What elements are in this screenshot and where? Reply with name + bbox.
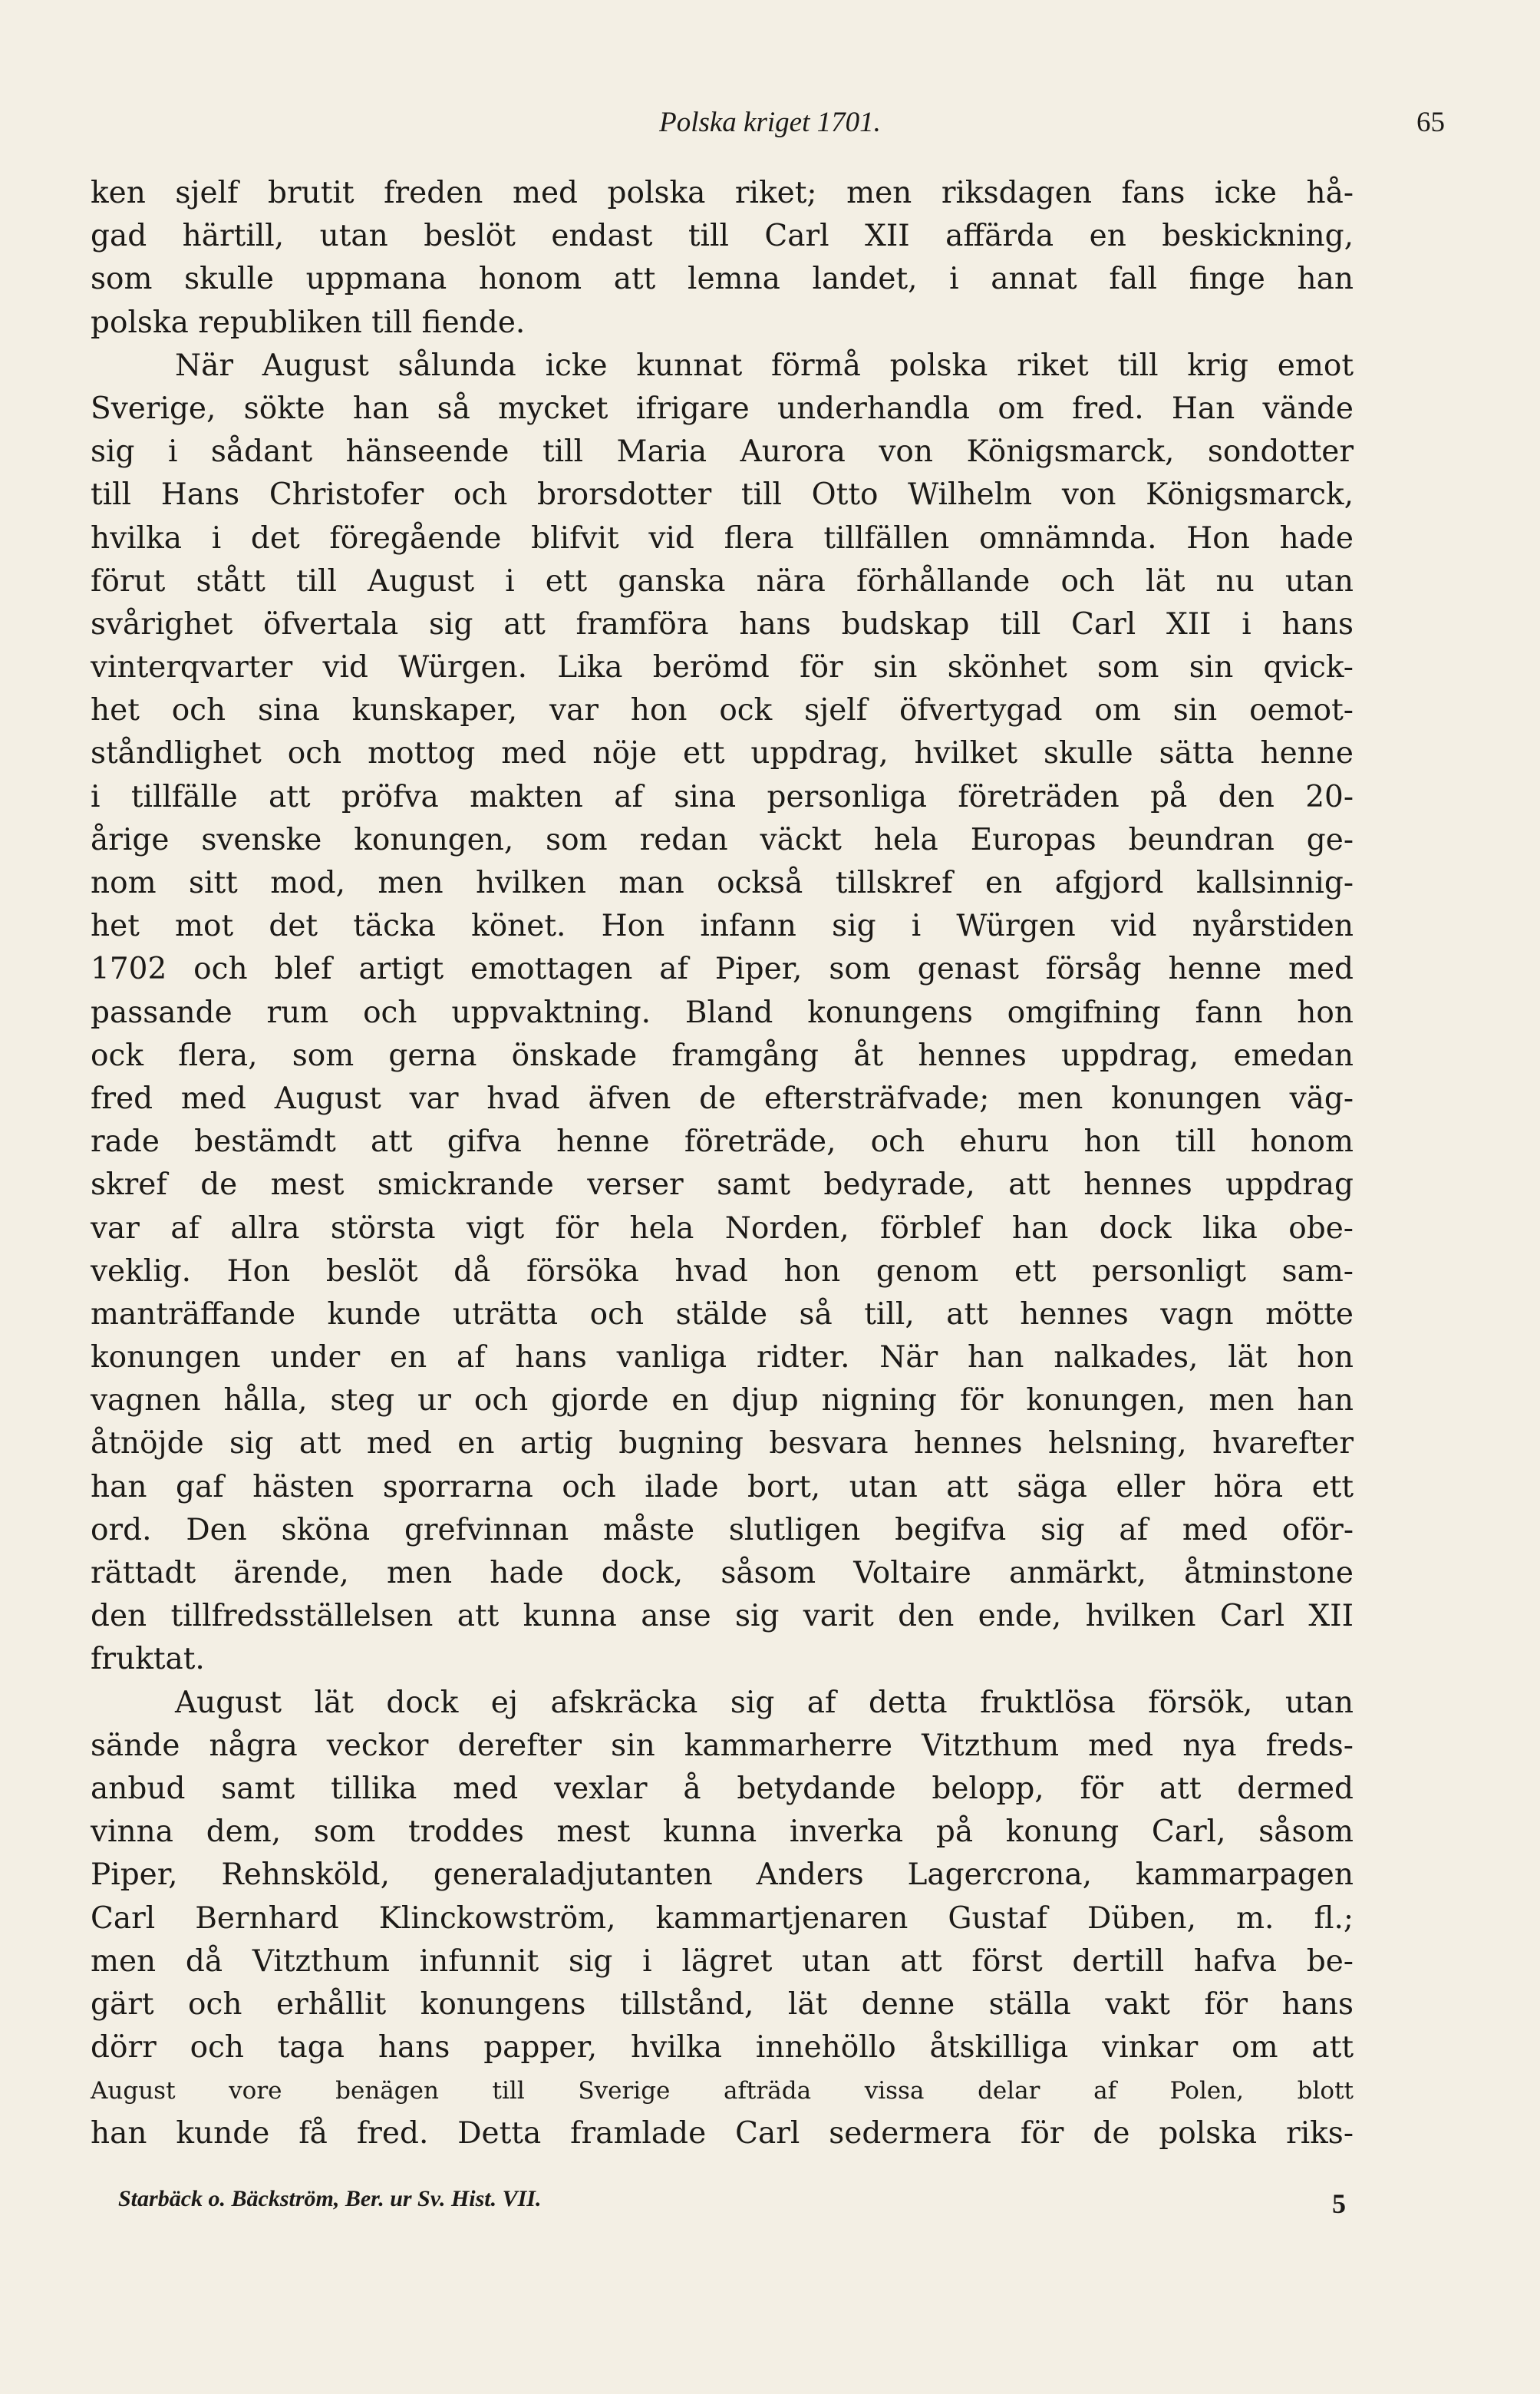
- body-text: [91, 172, 1354, 2156]
- text-line: men då Vitzthum infunnit sig i lägret utan att först dertill hafva be-: [91, 1943, 1354, 1979]
- text-line: skref de mest smickrande verser samt bedyrade, att hennes uppdrag: [91, 1167, 1354, 1203]
- text-line: ståndlighet och mottog med nöje ett uppdrag, hvilket skulle sätta henne: [91, 736, 1354, 771]
- text-line: manträffande kunde uträtta och stälde så till, att hennes vagn mötte: [91, 1296, 1354, 1332]
- signature-mark: 5: [1332, 2188, 1346, 2219]
- text-line: Piper, Rehnsköld, generaladjutanten Anders Lagercrona, kammarpagen: [91, 1857, 1354, 1893]
- footer-source-citation: Starbäck o. Bäckström, Ber. ur Sv. Hist. VII.: [118, 2186, 542, 2211]
- text-line: sig i sådant hänseende till Maria Aurora von Königsmarck, sondotter: [91, 434, 1354, 470]
- text-line: vinna dem, som troddes mest kunna inverka på konung Carl, såsom: [91, 1814, 1354, 1850]
- text-line: August vore benägen till Sverige afträda vissa delar af Polen, blott: [91, 2077, 1354, 2105]
- text-line: ken sjelf brutit freden med polska riket; men riksdagen fans icke hå-: [91, 176, 1354, 210]
- text-line: När August sålunda icke kunnat förmå polska riket till krig emot: [175, 348, 1354, 383]
- text-line: vinterqvarter vid Würgen. Lika berömd för sin skönhet som sin qvick-: [91, 650, 1354, 685]
- running-head: [91, 98, 1449, 147]
- page-number: 65: [1416, 107, 1445, 138]
- text-line: i tillfälle att pröfva makten af sina personliga företräden på den 20-: [91, 779, 1354, 814]
- text-line: passande rum och uppvaktning. Bland konungens omgifning fann hon: [91, 995, 1354, 1030]
- text-line: anbud samt tillika med vexlar å betydande belopp, för att dermed: [91, 1771, 1354, 1806]
- text-line: sände några veckor derefter sin kammarherre Vitzthum med nya freds-: [91, 1728, 1354, 1763]
- running-title: Polska kriget 1701.: [659, 107, 881, 138]
- text-line: åtnöjde sig att med en artig bugning besvara hennes helsning, hvarefter: [91, 1426, 1354, 1461]
- text-line: Carl Bernhard Klinckowström, kammartjenaren Gustaf Düben, m. fl.;: [91, 1900, 1354, 1936]
- text-line: Sverige, sökte han så mycket ifrigare underhandla om fred. Han vände: [91, 391, 1354, 426]
- text-line: han kunde få fred. Detta framlade Carl sedermera för de polska riks-: [91, 2116, 1354, 2151]
- text-line: fred med August var hvad äfven de eftersträfvade; men konungen väg-: [91, 1081, 1354, 1116]
- text-line: ock flera, som gerna önskade framgång åt hennes uppdrag, emedan: [91, 1038, 1354, 1073]
- text-line: ord. Den sköna grefvinnan måste slutligen begifva sig af med oför-: [91, 1512, 1354, 1547]
- text-line: het och sina kunskaper, var hon ock sjelf öfvertygad om sin oemot-: [91, 693, 1354, 728]
- text-line: gad härtill, utan beslöt endast till Carl XII affärda en beskickning,: [91, 219, 1354, 254]
- text-line: 1702 och blef artigt emottagen af Piper, som genast försåg henne med: [91, 952, 1354, 987]
- text-line: till Hans Christofer och brorsdotter till Otto Wilhelm von Königsmarck,: [91, 477, 1354, 513]
- text-line: August lät dock ej afskräcka sig af detta fruktlösa försök, utan: [175, 1685, 1354, 1720]
- text-line: rättadt ärende, men hade dock, såsom Voltaire anmärkt, åtminstone: [91, 1556, 1354, 1590]
- text-line: som skulle uppmana honom att lemna landet, i annat fall finge han: [91, 262, 1354, 297]
- text-line: nom sitt mod, men hvilken man också tillskref en afgjord kallsinnig-: [91, 866, 1354, 900]
- text-line: fruktat.: [91, 1642, 205, 1677]
- text-line: konungen under en af hans vanliga ridter. När han nalkades, lät hon: [91, 1340, 1354, 1375]
- text-line: veklig. Hon beslöt då försöka hvad hon genom ett personligt sam-: [91, 1253, 1354, 1289]
- text-line: svårighet öfvertala sig att framföra hans budskap till Carl XII i hans: [91, 606, 1354, 642]
- page-footer: [91, 2176, 1354, 2222]
- text-line: hvilka i det föregående blifvit vid flera tillfällen omnämnda. Hon hade: [91, 520, 1354, 556]
- text-line: årige svenske konungen, som redan väckt hela Europas beundran ge-: [91, 822, 1354, 857]
- text-line: het mot det täcka könet. Hon infann sig i Würgen vid nyårstiden: [91, 909, 1354, 944]
- text-line: vagnen hålla, steg ur och gjorde en djup nigning för konungen, men han: [91, 1383, 1354, 1418]
- text-line: var af allra största vigt för hela Norden, förblef han dock lika obe-: [91, 1210, 1354, 1246]
- text-line: den tillfredsställelsen att kunna anse sig varit den ende, hvilken Carl XII: [91, 1599, 1354, 1634]
- text-line: han gaf hästen sporrarna och ilade bort, utan att säga eller höra ett: [91, 1469, 1354, 1504]
- text-line: dörr och taga hans papper, hvilka innehöllo åtskilliga vinkar om att: [91, 2030, 1354, 2065]
- text-line: förut stått till August i ett ganska nära förhållande och lät nu utan: [91, 563, 1354, 599]
- text-line: gärt och erhållit konungens tillstånd, lät denne ställa vakt för hans: [91, 1986, 1354, 2022]
- text-line: rade bestämdt att gifva henne företräde, och ehuru hon till honom: [91, 1124, 1354, 1160]
- text-line: polska republiken till fiende.: [91, 305, 526, 340]
